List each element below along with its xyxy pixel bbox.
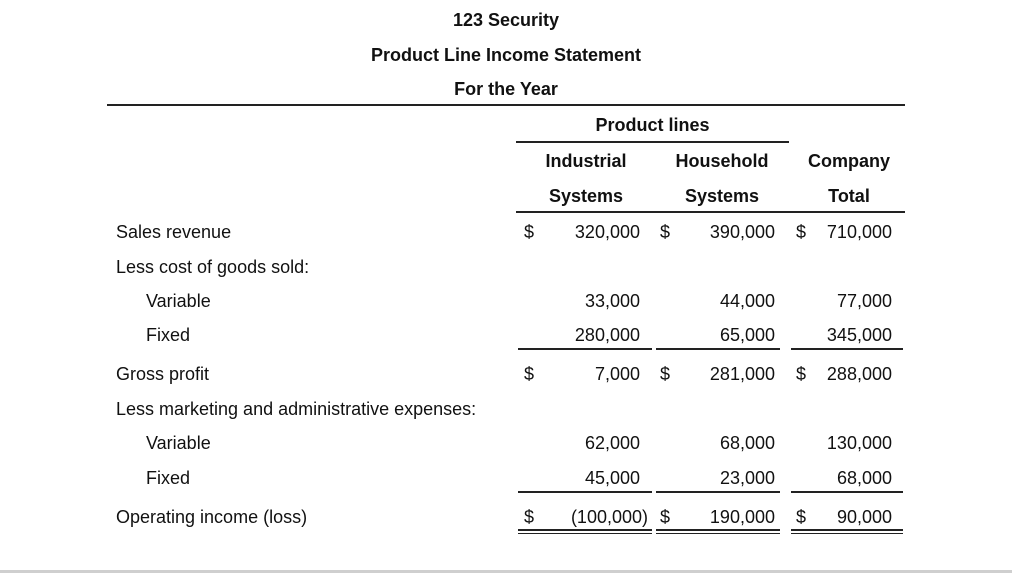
column-header-underline <box>516 211 905 213</box>
sales-household-value: 390,000 <box>709 222 775 242</box>
mae-fixed-company-value: 68,000 <box>836 468 892 488</box>
row-label-less-mae: Less marketing and administrative expenses: <box>116 399 477 419</box>
currency-symbol: $ <box>660 222 671 242</box>
product-lines-underline <box>516 141 789 143</box>
mae-variable-industrial-value: 62,000 <box>584 433 640 453</box>
subtotal-underline <box>656 491 780 493</box>
row-label-sales-revenue: Sales revenue <box>116 222 232 242</box>
mae-fixed-household-value: 23,000 <box>719 468 775 488</box>
cogs-variable-industrial-value: 33,000 <box>584 291 640 311</box>
company-name: 123 Security <box>452 10 560 30</box>
statement-period: For the Year <box>454 79 558 99</box>
industrial-header-line2: Systems <box>548 186 624 206</box>
currency-symbol: $ <box>796 507 807 527</box>
cogs-variable-household-value: 44,000 <box>719 291 775 311</box>
sales-company-value: 710,000 <box>826 222 892 242</box>
gross-profit-household-value: 281,000 <box>709 364 775 384</box>
header-divider <box>107 104 905 106</box>
product-lines-header: Product lines <box>595 115 710 135</box>
industrial-header-line1: Industrial <box>545 151 627 171</box>
operating-income-company-value: 90,000 <box>836 507 892 527</box>
sales-industrial-value: 320,000 <box>574 222 640 242</box>
row-label-cogs-variable: Variable <box>146 291 211 311</box>
total-double-underline <box>656 529 780 531</box>
cogs-variable-company-value: 77,000 <box>836 291 892 311</box>
subtotal-underline <box>791 348 903 350</box>
gross-profit-industrial-value: 7,000 <box>594 364 640 384</box>
currency-symbol: $ <box>796 364 807 384</box>
household-header-line2: Systems <box>684 186 760 206</box>
currency-symbol: $ <box>660 364 671 384</box>
mae-variable-household-value: 68,000 <box>719 433 775 453</box>
row-label-operating-income: Operating income (loss) <box>116 507 308 527</box>
cogs-fixed-company-value: 345,000 <box>826 325 892 345</box>
row-label-cogs-fixed: Fixed <box>146 325 191 345</box>
row-label-mae-fixed: Fixed <box>146 468 191 488</box>
subtotal-underline <box>518 348 652 350</box>
cogs-fixed-household-value: 65,000 <box>719 325 775 345</box>
subtotal-underline <box>656 348 780 350</box>
row-label-mae-variable: Variable <box>146 433 211 453</box>
currency-symbol: $ <box>796 222 807 242</box>
row-label-gross-profit: Gross profit <box>116 364 210 384</box>
subtotal-underline <box>518 491 652 493</box>
company-header-line2: Total <box>828 186 870 206</box>
currency-symbol: $ <box>524 364 535 384</box>
currency-symbol: $ <box>524 222 535 242</box>
operating-income-industrial-value: (100,000) <box>570 507 648 527</box>
operating-income-household-value: 190,000 <box>709 507 775 527</box>
total-double-underline <box>518 533 652 535</box>
mae-variable-company-value: 130,000 <box>826 433 892 453</box>
currency-symbol: $ <box>660 507 671 527</box>
statement-title: Product Line Income Statement <box>370 45 642 65</box>
subtotal-underline <box>791 491 903 493</box>
cogs-fixed-industrial-value: 280,000 <box>574 325 640 345</box>
total-double-underline <box>518 529 652 531</box>
currency-symbol: $ <box>524 507 535 527</box>
total-double-underline <box>791 533 903 535</box>
row-label-less-cogs: Less cost of goods sold: <box>116 257 310 277</box>
total-double-underline <box>791 529 903 531</box>
household-header-line1: Household <box>675 151 769 171</box>
company-header-line1: Company <box>807 151 890 171</box>
total-double-underline <box>656 533 780 535</box>
gross-profit-company-value: 288,000 <box>826 364 892 384</box>
mae-fixed-industrial-value: 45,000 <box>584 468 640 488</box>
